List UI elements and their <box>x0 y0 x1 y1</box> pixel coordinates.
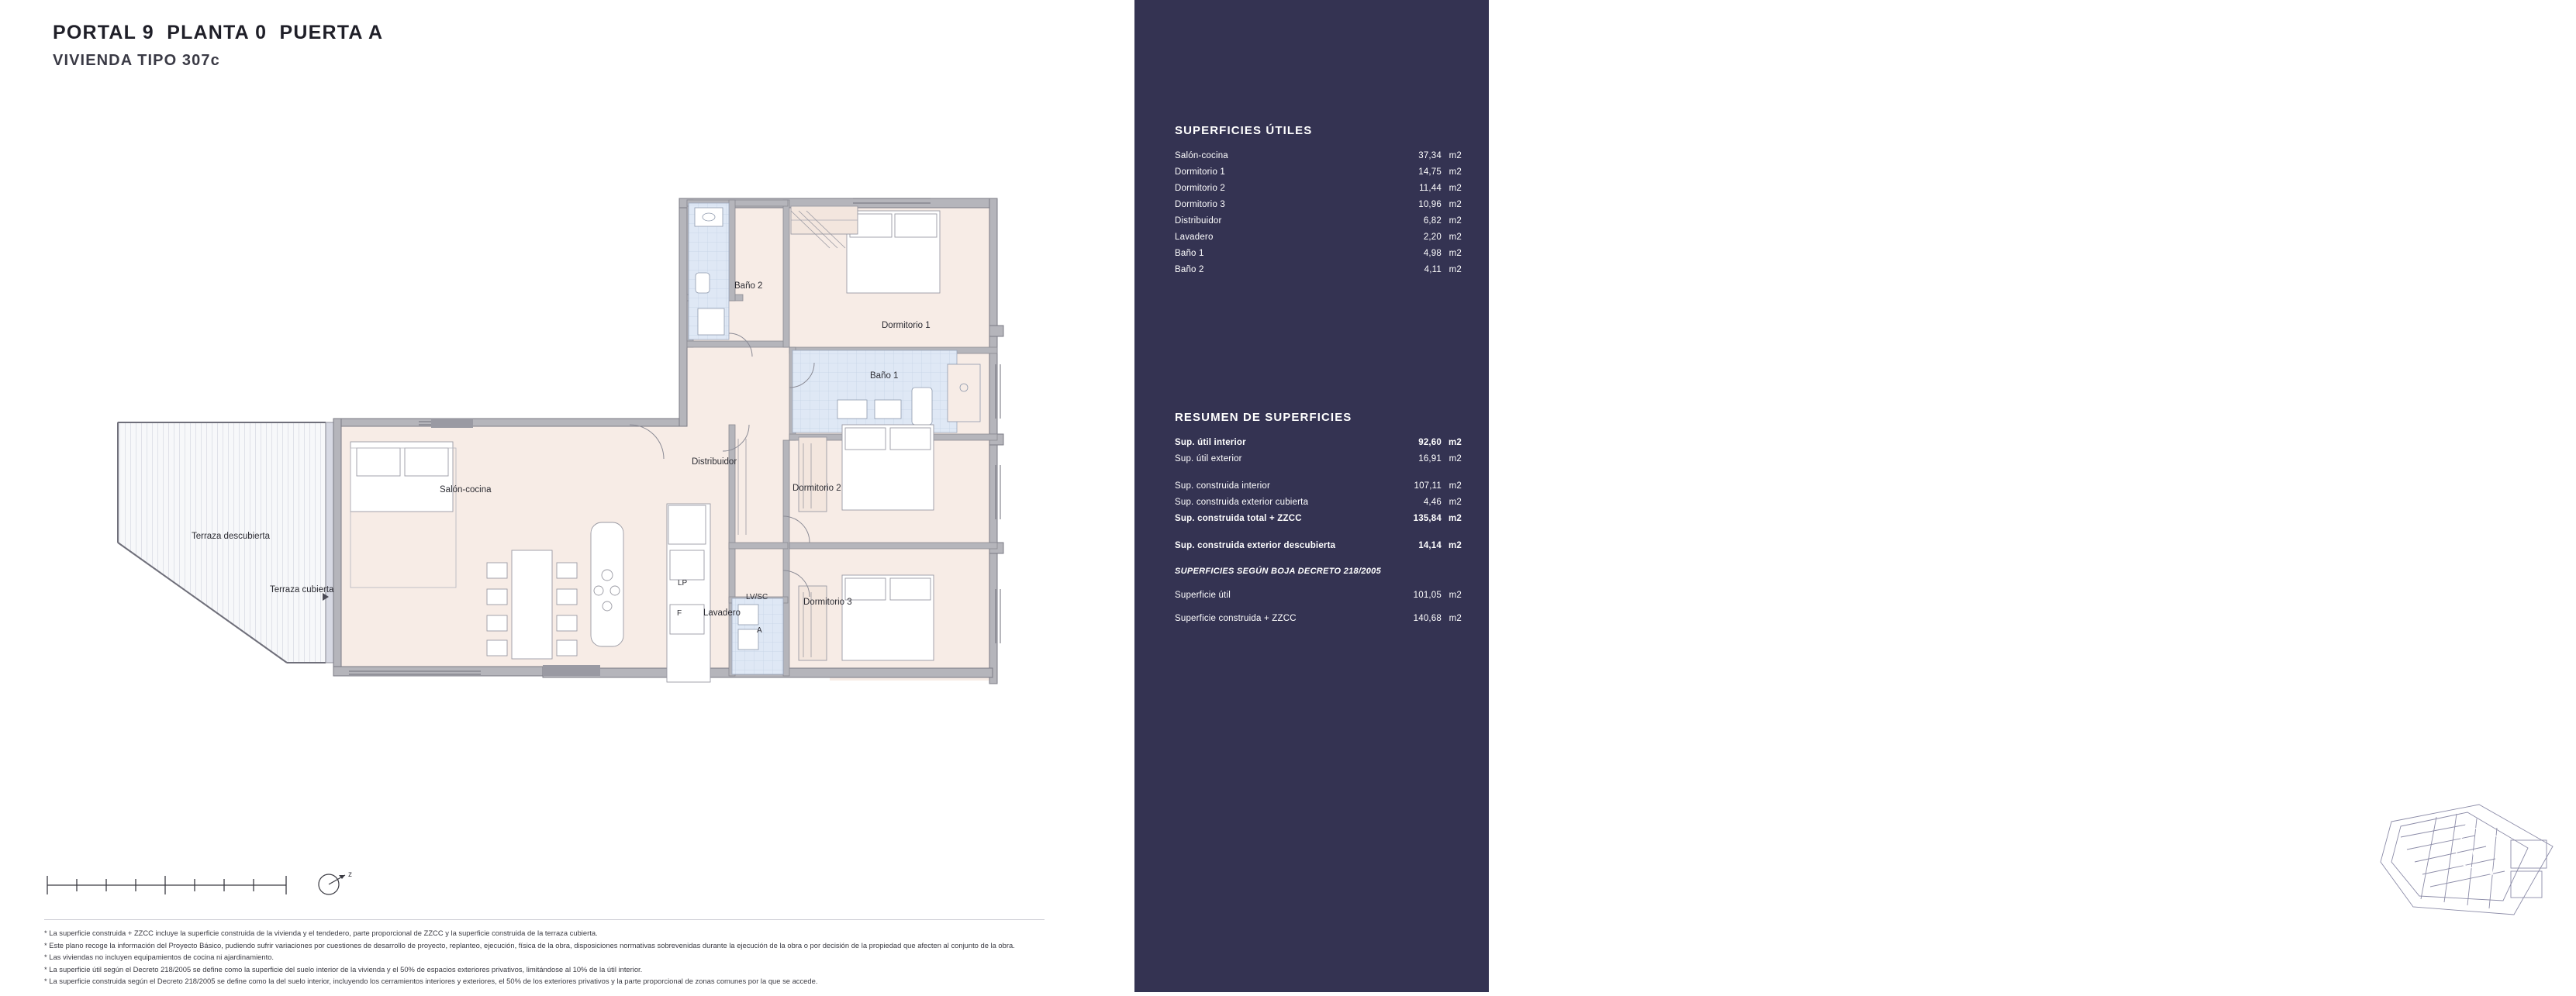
row-label: Dormitorio 1 <box>1175 167 1226 177</box>
floor-plan-svg <box>0 0 1134 992</box>
row-unit: m2 <box>1449 265 1462 274</box>
page-subtitle: VIVIENDA TIPO 307c <box>53 52 220 69</box>
summary-heading: RESUMEN DE SUPERFICIES <box>1175 411 1352 424</box>
row-unit: m2 <box>1449 200 1462 209</box>
row-value: 4,46 <box>1423 498 1442 507</box>
room-label-bano-2: Baño 2 <box>734 281 763 291</box>
row-label: Lavadero <box>1175 233 1214 242</box>
north-arrow-icon <box>313 864 360 907</box>
row-value: 4,11 <box>1424 265 1442 274</box>
row-label: Superficie útil <box>1175 591 1231 600</box>
row-value: 14,75 <box>1418 167 1442 177</box>
row-unit: m2 <box>1448 514 1462 523</box>
table-row <box>1175 495 1462 511</box>
row-value: 11,44 <box>1419 184 1442 193</box>
table-row <box>1175 197 1462 213</box>
svg-text:z: z <box>348 870 352 879</box>
row-label: Sup. construida exterior cubierta <box>1175 498 1309 507</box>
boja-note: SUPERFICIES SEGÚN BOJA DECRETO 218/2005 <box>1175 567 1382 576</box>
row-value: 14,14 <box>1418 541 1442 550</box>
row-unit: m2 <box>1449 151 1462 160</box>
room-label-lavadero: Lavadero <box>703 608 741 618</box>
key-plan-label: Planta Baja <box>2325 791 2369 800</box>
footer-line: * Este plano recoge la información del Proyecto Básico, pudiendo sufrir variaciones por cuestiones de desarrollo de proyecto, replanteo, ejecución, física de la obra, disposiciones normativas sobrevenidas durante la ejecución de la obra o por decisión de la propiedad que afecten al conjunto de la obra. <box>44 940 1015 949</box>
row-label: Sup. construida exterior descubierta <box>1175 541 1336 550</box>
row-label: Sup. útil interior <box>1175 438 1246 447</box>
row-value: 101,05 <box>1413 591 1442 600</box>
row-label: Baño 1 <box>1175 249 1204 258</box>
table-row <box>1175 478 1462 495</box>
key-plan-north-label: N <box>2340 854 2346 863</box>
footer-line: * Las viviendas no incluyen equipamientos de cocina ni ajardinamiento. <box>44 953 275 961</box>
table-row <box>1175 213 1462 229</box>
floor-plan <box>0 0 1134 992</box>
row-unit: m2 <box>1448 541 1462 550</box>
info-sidebar <box>1134 0 2483 992</box>
row-unit: m2 <box>1449 249 1462 258</box>
row-unit: m2 <box>1449 167 1462 177</box>
table-row <box>1175 181 1462 197</box>
row-label: Sup. construida total + ZZCC <box>1175 514 1302 523</box>
row-unit: m2 <box>1449 184 1462 193</box>
row-unit: m2 <box>1449 481 1462 491</box>
row-label: Baño 2 <box>1175 265 1204 274</box>
row-label: Dormitorio 3 <box>1175 200 1226 209</box>
row-unit: m2 <box>1449 498 1462 507</box>
row-label: Salón-cocina <box>1175 151 1228 160</box>
scale-bar <box>44 872 292 902</box>
key-plan-compass-icon <box>2320 868 2365 920</box>
room-label-salon-cocina: Salón-cocina <box>440 485 492 495</box>
row-value: 37,34 <box>1418 151 1442 160</box>
table-row <box>1175 164 1462 181</box>
footer-line: * La superficie útil según el Decreto 218/2005 se define como la superficie del suelo interior de la vivienda y el 50% de espacios exteriores privativos, limitándose al 10% de la útil interior. <box>44 964 643 974</box>
room-label-dormitorio-3: Dormitorio 3 <box>803 598 852 607</box>
useful-areas-block <box>1175 124 1462 278</box>
table-row <box>1175 538 1462 554</box>
table-row <box>1175 229 1462 246</box>
useful-areas-heading: SUPERFICIES ÚTILES <box>1175 124 1313 137</box>
appliance-label-lv-sc: LV/SC <box>746 593 768 601</box>
row-unit: m2 <box>1449 216 1462 226</box>
row-unit: m2 <box>1449 614 1462 623</box>
terrace-area <box>118 422 343 663</box>
table-row <box>1175 435 1462 451</box>
table-row <box>1175 607 1462 630</box>
row-value: 107,11 <box>1414 481 1442 491</box>
appliance-label-a: A <box>757 626 762 635</box>
row-unit: m2 <box>1449 591 1462 600</box>
row-label: Distribuidor <box>1175 216 1222 226</box>
row-unit: m2 <box>1449 454 1462 464</box>
row-value: 4,98 <box>1423 249 1442 258</box>
row-value: 92,60 <box>1418 438 1442 447</box>
room-label-terraza-cubierta: Terraza cubierta <box>270 585 334 594</box>
footer-line: * La superficie construida según el Decreto 218/2005 se define como la del suelo interior, incluyendo los cerramientos interiores y exteriores, el 50% de los exteriores privativos y la parte proporcional de zonas comunes por la que se accede. <box>44 977 818 985</box>
row-value: 16,91 <box>1418 454 1442 464</box>
footer-divider <box>44 919 1045 920</box>
room-label-bano-1: Baño 1 <box>870 371 899 381</box>
row-value: 6,82 <box>1423 216 1442 226</box>
key-plan <box>2320 791 2576 946</box>
row-value: 10,96 <box>1418 200 1442 209</box>
room-label-dormitorio-2: Dormitorio 2 <box>792 484 841 493</box>
row-value: 2,20 <box>1423 233 1442 242</box>
table-row <box>1175 148 1462 164</box>
footer-line: * La superficie construida + ZZCC incluye la superficie construida de la vivienda y el tendedero, parte proporcional de ZZCC y la superficie construida de la terraza cubierta. <box>44 929 598 937</box>
footer-notes <box>44 919 1045 987</box>
row-unit: m2 <box>1448 438 1462 447</box>
row-label: Superficie construida + ZZCC <box>1175 614 1297 623</box>
row-label: Sup. construida interior <box>1175 481 1271 491</box>
row-unit: m2 <box>1449 233 1462 242</box>
page-title: PORTAL 9 PLANTA 0 PUERTA A <box>53 22 384 43</box>
row-value: 140,68 <box>1413 614 1442 623</box>
table-row <box>1175 451 1462 467</box>
table-row <box>1175 584 1462 607</box>
appliance-label-f: F <box>677 609 682 618</box>
table-row <box>1175 262 1462 278</box>
table-row <box>1175 511 1462 527</box>
table-row <box>1175 246 1462 262</box>
appliance-label-lp: LP <box>678 579 688 588</box>
row-label: Sup. útil exterior <box>1175 454 1242 464</box>
room-label-dormitorio-1: Dormitorio 1 <box>882 321 931 330</box>
summary-block <box>1175 411 1462 630</box>
row-label: Dormitorio 2 <box>1175 184 1226 193</box>
row-value: 135,84 <box>1413 514 1442 523</box>
room-label-terraza-descubierta: Terraza descubierta <box>192 532 270 541</box>
room-label-distribuidor: Distribuidor <box>692 457 737 467</box>
key-plan-portal-number: 9 <box>2472 846 2483 867</box>
